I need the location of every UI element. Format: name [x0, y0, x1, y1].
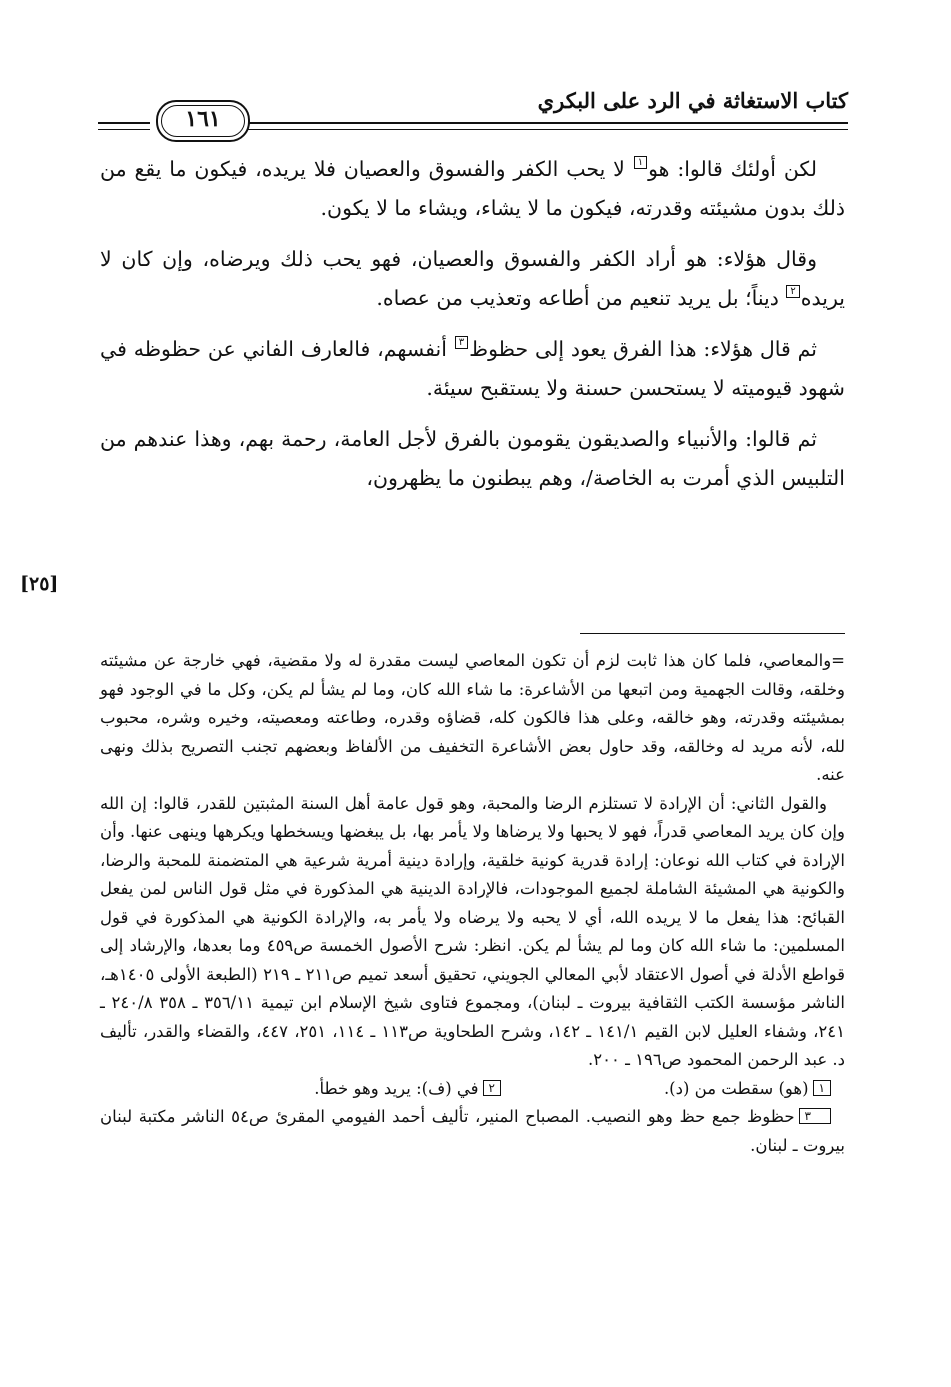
footnote-separator	[580, 633, 845, 634]
paragraph-3-start: ثم قال هؤلاء: هذا الفرق يعود إلى حظوظ	[469, 337, 817, 361]
paragraph-1-start: لكن أولئك قالوا: هو	[648, 157, 817, 181]
footnote-3-number: ٣	[799, 1108, 831, 1124]
footnote-ref-3: ٣	[455, 336, 468, 349]
paragraph-3	[100, 330, 845, 408]
footnote-3-text: حظوظ جمع حظ وهو النصيب. المصباح المنير، تأليف أحمد الفيومي المقرئ ص٥٤ الناشر مكتبة لبنان بيروت ـ لبنان.	[100, 1107, 845, 1155]
page-number: ١٦١	[185, 106, 221, 132]
book-title: كتاب الاستغاثة في الرد على البكري	[537, 88, 848, 113]
page-header	[98, 80, 848, 142]
paragraph-2	[100, 240, 845, 318]
footnote-second-view: والقول الثاني: أن الإرادة لا تستلزم الرضا والمحبة، وهو قول عامة أهل السنة المثبتين للقدر، قالوا: إن الله وإن كان يريد المعاصي قدراً، فهو لا يحبها ولا يرضاها ولا يأمر بها، بل يبغضها ويسخطها ويكرهها وينهى عنها. وأن الإرادة في كتاب الله نوعان: إرادة قدرية كونية خلقية، وإرادة دينية أمرية شرعية هي المتضمنة للمحبة والرضا، والكونية هي المشيئة الشاملة لجميع الموجودات، فالإرادة الدينية هي المذكورة في مثل قول الناس لمن يفعل القبائح: هذا يفعل ما لا يريده الله، أي لا يحبه ولا يرضاه ولا يأمر به، والإرادة الكونية هي المذكورة في قول المسلمين: ما شاء الله كان وما لم يشأ لم يكن. انظر: شرح الأصول الخمسة ص٤٥٩ وما بعدها، والإرشاد إلى قواطع الأدلة في أصول الاعتقاد لأبي المعالي الجويني، تحقيق أسعد تميم ص٢١١ ـ ٢١٩ (الطبعة الأولى ١٤٠٥هـ، الناشر مؤسسة الكتب الثقافية بيروت ـ لبنان)، ومجموع فتاوى شيخ الإسلام ابن تيمية ٣٥٦/١١ ـ ٣٥٨ ٢٤٠/٨ ـ ٢٤١، وشفاء العليل لابن القيم ١٤١/١ ـ ١٤٢، وشرح الطحاوية ص١١٣ ـ ١١٤، ٢٥١، ٤٤٧، والقضاء والقدر، تأليف د. عبد الرحمن المحمود ص١٩٦ ـ ٢٠٠.	[100, 793, 846, 1069]
footnote-1-text: (هو) سقطت من (د).	[663, 1078, 809, 1098]
paragraph-1-end: لا يحب الكفر والفسوق والعصيان فلا يريده، فيكون ما يقع من ذلك بدون مشيئته وقدرته، فيكون ما لا يشاء، ويشاء ما لا يكون.	[100, 157, 845, 220]
paragraph-1	[100, 150, 845, 228]
footnote-continuation: =والمعاصي، فلما كان هذا ثابت لزم أن تكون المعاصي ليست مقدرة له ولا مقضية، فهي خارجة عن مشيئته وخلقه، وقالت الجهمية ومن اتبعها من الأشاعرة: ما شاء الله كان، وما لم يشأ لم يكن، وكل ما في الوجود فهو بمشيئته وقدرته، وهو خالقه، وعلى هذا فالكون كله، قضاؤه وقدره، وطاعته ومعصيته، وخيره وشره، محبوب لله، لأنه مريد له وخالقه، وقد حاول بعض الأشاعرة التخفيف من الألفاظ وبعضهم تجنب التصريح بذلك ونهى عنه.	[100, 651, 845, 784]
paragraph-2-end: ديناً؛ بل يريد تنعيم من أطاعه وتعذيب من عصاه.	[376, 286, 786, 310]
footnote-1	[501, 1075, 845, 1104]
page-number-frame	[156, 100, 250, 142]
paragraph-3-end: أنفسهم، فالعارف الفاني عن حظوظه في شهود قيوميته لا يستحسن حسنة ولا يستقبح سيئة.	[100, 337, 845, 400]
footnote-ref-2: ٢	[786, 285, 799, 298]
footnote-ref-1: ١	[634, 156, 647, 169]
paragraph-2-start: وقال هؤلاء: هو أراد الكفر والفسوق والعصيان، فهو يحب ذلك ويرضاه، وإن كان لا يريده	[100, 247, 845, 310]
footnote-3	[100, 1103, 845, 1160]
footnote-1-number: ١	[813, 1080, 831, 1096]
footnote-2-number: ٢	[483, 1080, 501, 1096]
footnote-2-text: في (ف): يريد وهو خطأ.	[314, 1078, 479, 1098]
footnotes	[100, 647, 845, 1160]
footnote-row-1-2	[100, 1075, 845, 1104]
paragraph-4: ثم قالوا: والأنبياء والصديقون يقومون بالفرق لأجل العامة، رحمة بهم، وهذا عندهم من التلبيس الذي أمرت به الخاصة/، وهم يبطنون ما يظهرون،	[100, 427, 845, 490]
header-rule-left	[98, 122, 150, 130]
main-text	[100, 150, 845, 510]
manuscript-page-marker: [٢٥]	[20, 573, 59, 595]
header-rule-right	[248, 122, 848, 130]
footnote-2	[314, 1075, 501, 1104]
